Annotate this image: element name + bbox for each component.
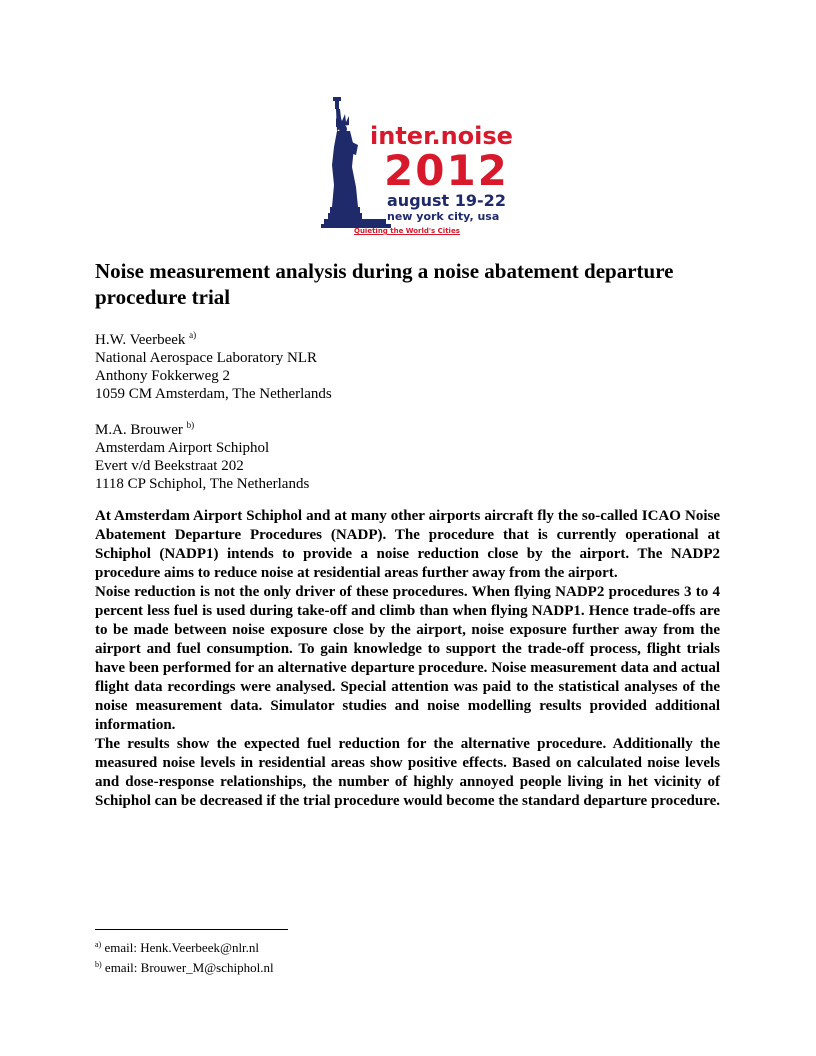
abstract-paragraph-3: The results show the expected fuel reduction for the alternative procedure. Additionally the measured noise levels in residential areas show positive effects. Based on calculated noise levels and dose-response relationships, the number of highly annoyed people living in het vicinity of Schiphol can be decreased if the trial procedure would become the standard departure procedure. [95, 736, 720, 809]
author-name: M.A. Brouwer [95, 422, 183, 438]
logo-dates-text: august 19-22 [387, 191, 506, 210]
footnote-2 [95, 956, 274, 976]
author-affiliation: Amsterdam Airport Schiphol [95, 440, 270, 456]
abstract-paragraph-2: Noise reduction is not the only driver of these procedures. When flying NADP2 procedures 3 to 4 percent less fuel is used during take-off and climb than when flying NADP1. Hence trade-offs are to be made between noise exposure close by the airport, noise exposure further away from the airport and fuel consumption. To gain knowledge to support the trade-off process, flight trials have been performed for an alternative departure procedure. Noise measurement data and actual flight data recordings were analysed. Special attention was paid to the statistical analyses of the noise measurement data. Simulator studies and noise modelling results provided additional information. [95, 584, 720, 733]
paper-title: Noise measurement analysis during a noise abatement departure procedure trial [95, 259, 674, 309]
footnote-mark: b) [95, 960, 102, 969]
footnotes [95, 936, 274, 976]
footnote-mark: a) [95, 940, 102, 949]
author-name-line [95, 416, 309, 439]
author-affiliation: National Aerospace Laboratory NLR [95, 350, 318, 366]
logo-year-text: 2012 [384, 146, 509, 195]
author-name-line [95, 326, 332, 349]
abstract [95, 507, 720, 811]
logo-location-text: new york city, usa [387, 210, 500, 223]
author-mark: b) [186, 420, 195, 430]
footnote-email: email: Brouwer_M@schiphol.nl [101, 960, 274, 975]
abstract-paragraph-1: At Amsterdam Airport Schiphol and at many other airports aircraft fly the so-called ICAO Noise Abatement Departure Procedures (NADP). The procedure that is currently operational at Schiphol (NADP1) intends to provide a noise reduction close by the airport. The NADP2 procedure aims to reduce noise at residential areas further away from the airport. [95, 508, 720, 581]
author-mark: a) [189, 330, 197, 340]
footnote-email: email: Henk.Veerbeek@nlr.nl [101, 940, 260, 955]
logo-tagline: Quieting the World's Cities [354, 227, 460, 235]
logo-brand-text: inter.noise [370, 122, 513, 150]
author-address-street: Evert v/d Beekstraat 202 [95, 458, 244, 474]
footnote-1 [95, 936, 274, 956]
author-block-1 [95, 326, 332, 403]
footnote-divider [95, 929, 288, 930]
statue-of-liberty-icon [321, 97, 391, 228]
author-address-city: 1059 CM Amsterdam, The Netherlands [95, 386, 332, 402]
author-address-city: 1118 CP Schiphol, The Netherlands [95, 476, 310, 492]
author-name: H.W. Veerbeek [95, 332, 186, 348]
author-address-street: Anthony Fokkerweg 2 [95, 368, 230, 384]
author-block-2 [95, 416, 309, 493]
